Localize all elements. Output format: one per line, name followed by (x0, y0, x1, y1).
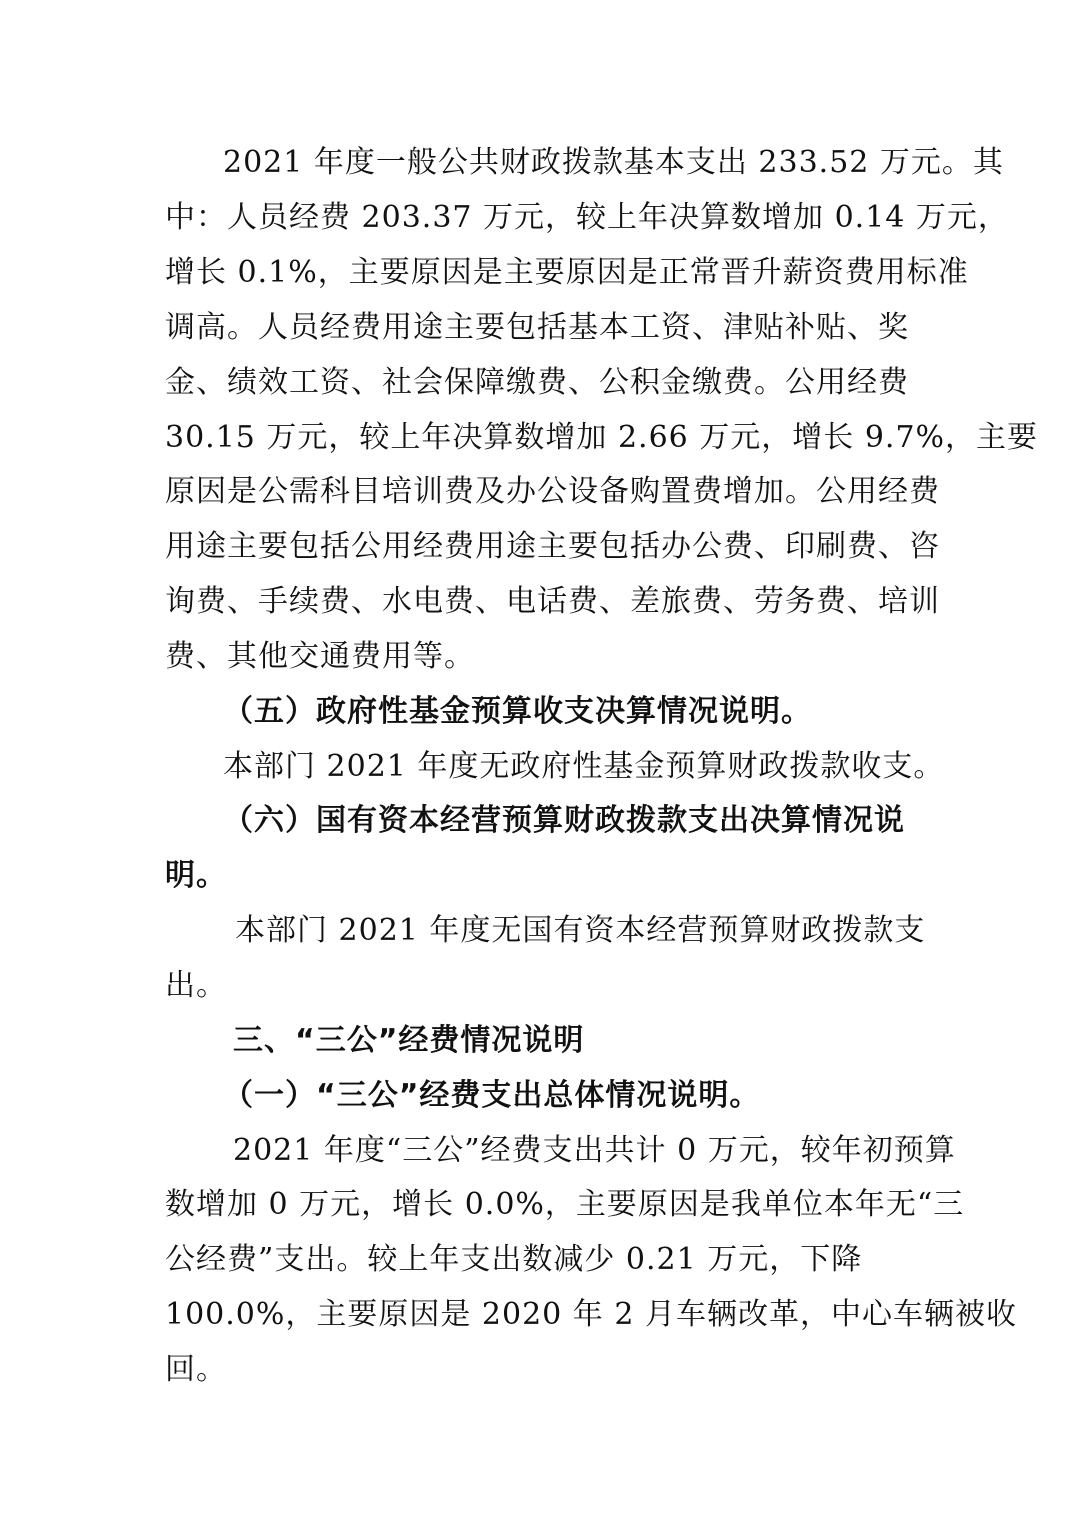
section-heading-6: （六）国有资本经营预算财政拨款支出决算情况说 (223, 803, 905, 838)
section-5-body: 本部门 2021 年度无政府性基金预算财政拨款收支。 (223, 749, 945, 784)
paragraph-line-8: 用途主要包括公用经费用途主要包括办公费、印刷费、咨 (165, 529, 940, 564)
section-1-body-line-2: 数增加 0 万元，增长 0.0%，主要原因是我单位本年无“三 (165, 1187, 965, 1222)
chapter-heading-3: 三、“三公”经费情况说明 (233, 1023, 585, 1058)
paragraph-line-5: 金、绩效工资、社会保障缴费、公积金缴费。公用经费 (165, 365, 909, 400)
paragraph-line-7: 原因是公需科目培训费及办公设备购置费增加。公用经费 (165, 474, 940, 509)
paragraph-line-9: 询费、手续费、水电费、电话费、差旅费、劳务费、培训 (165, 584, 940, 619)
section-heading-6-cont: 明。 (165, 858, 227, 893)
section-heading-1: （一）“三公”经费支出总体情况说明。 (223, 1078, 761, 1113)
paragraph-line-3: 增长 0.1%，主要原因是主要原因是正常晋升薪资费用标准 (165, 255, 969, 290)
paragraph-line-4: 调高。人员经费用途主要包括基本工资、津贴补贴、奖 (165, 310, 909, 345)
section-1-body-line-4: 100.0%，主要原因是 2020 年 2 月车辆改革，中心车辆被收 (165, 1297, 1017, 1332)
section-1-body-line-1: 2021 年度“三公”经费支出共计 0 万元，较年初预算 (233, 1133, 956, 1168)
paragraph-line-6: 30.15 万元，较上年决算数增加 2.66 万元，增长 9.7%，主要 (165, 420, 1039, 455)
paragraph-line-2: 中：人员经费 203.37 万元，较上年决算数增加 0.14 万元， (165, 200, 1009, 235)
section-heading-5: （五）政府性基金预算收支决算情况说明。 (223, 694, 812, 729)
section-1-body-line-3: 公经费”支出。较上年支出数减少 0.21 万元，下降 (165, 1242, 863, 1277)
section-6-body-line-1: 本部门 2021 年度无国有资本经营预算财政拨款支 (235, 913, 926, 948)
paragraph-line-1: 2021 年度一般公共财政拨款基本支出 233.52 万元。其 (223, 145, 1004, 180)
paragraph-line-10: 费、其他交通费用等。 (165, 639, 475, 674)
section-1-body-line-5: 回。 (165, 1352, 227, 1387)
section-6-body-line-2: 出。 (165, 968, 227, 1003)
